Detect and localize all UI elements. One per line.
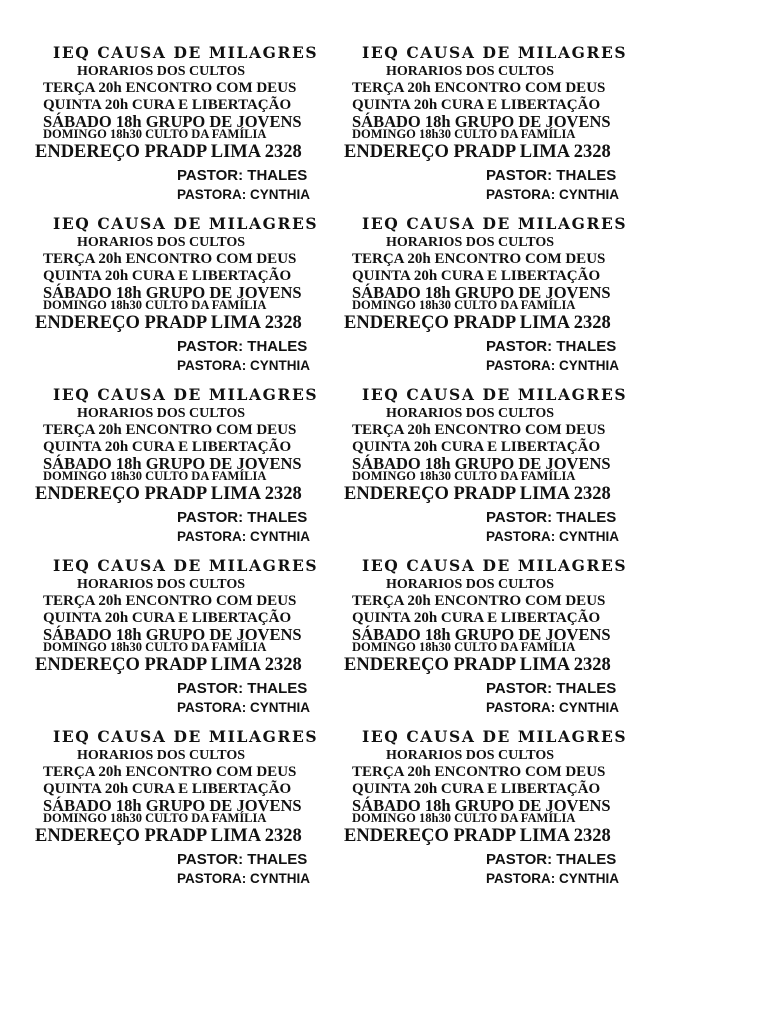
schedule-sunday: DOMINGO 18h30 CULTO DA FAMÍLIA bbox=[352, 640, 576, 654]
church-name: IEQ CAUSA DE MILAGRES bbox=[53, 385, 319, 404]
address: ENDEREÇO PRADP LIMA 2328 bbox=[35, 313, 302, 333]
flyer-card bbox=[344, 387, 674, 552]
pastor-name: PASTOR: THALES bbox=[486, 338, 617, 355]
schedule-title: HORARIOS DOS CULTOS bbox=[77, 406, 246, 421]
pastora-name: PASTORA: CYNTHIA bbox=[177, 187, 311, 202]
schedule-title: HORARIOS DOS CULTOS bbox=[386, 748, 555, 763]
pastor-name: PASTOR: THALES bbox=[486, 851, 617, 868]
schedule-thursday: QUINTA 20h CURA E LIBERTAÇÃO bbox=[352, 268, 601, 284]
schedule-tuesday: TERÇA 20h ENCONTRO COM DEUS bbox=[352, 80, 606, 96]
schedule-title: HORARIOS DOS CULTOS bbox=[77, 577, 246, 592]
schedule-title: HORARIOS DOS CULTOS bbox=[386, 235, 555, 250]
church-name: IEQ CAUSA DE MILAGRES bbox=[362, 385, 628, 404]
schedule-sunday: DOMINGO 18h30 CULTO DA FAMÍLIA bbox=[352, 127, 576, 141]
flyer-card bbox=[35, 387, 365, 552]
address: ENDEREÇO PRADP LIMA 2328 bbox=[35, 142, 302, 162]
schedule-tuesday: TERÇA 20h ENCONTRO COM DEUS bbox=[43, 593, 297, 609]
schedule-title: HORARIOS DOS CULTOS bbox=[77, 748, 246, 763]
schedule-tuesday: TERÇA 20h ENCONTRO COM DEUS bbox=[43, 80, 297, 96]
schedule-sunday: DOMINGO 18h30 CULTO DA FAMÍLIA bbox=[43, 298, 267, 312]
schedule-sunday: DOMINGO 18h30 CULTO DA FAMÍLIA bbox=[43, 640, 267, 654]
schedule-saturday: SÁBADO 18h GRUPO DE JOVENS bbox=[43, 796, 302, 815]
church-name: IEQ CAUSA DE MILAGRES bbox=[362, 214, 628, 233]
pastora-name: PASTORA: CYNTHIA bbox=[177, 700, 311, 715]
schedule-saturday: SÁBADO 18h GRUPO DE JOVENS bbox=[43, 454, 302, 473]
church-name: IEQ CAUSA DE MILAGRES bbox=[362, 727, 628, 746]
church-name: IEQ CAUSA DE MILAGRES bbox=[362, 556, 628, 575]
pastor-name: PASTOR: THALES bbox=[486, 680, 617, 697]
schedule-saturday: SÁBADO 18h GRUPO DE JOVENS bbox=[352, 283, 611, 302]
schedule-saturday: SÁBADO 18h GRUPO DE JOVENS bbox=[352, 796, 611, 815]
church-name: IEQ CAUSA DE MILAGRES bbox=[53, 43, 319, 62]
schedule-tuesday: TERÇA 20h ENCONTRO COM DEUS bbox=[43, 764, 297, 780]
schedule-title: HORARIOS DOS CULTOS bbox=[77, 64, 246, 79]
pastora-name: PASTORA: CYNTHIA bbox=[486, 700, 620, 715]
schedule-saturday: SÁBADO 18h GRUPO DE JOVENS bbox=[43, 112, 302, 131]
pastora-name: PASTORA: CYNTHIA bbox=[177, 358, 311, 373]
schedule-thursday: QUINTA 20h CURA E LIBERTAÇÃO bbox=[352, 439, 601, 455]
schedule-tuesday: TERÇA 20h ENCONTRO COM DEUS bbox=[43, 251, 297, 267]
address: ENDEREÇO PRADP LIMA 2328 bbox=[35, 826, 302, 846]
address: ENDEREÇO PRADP LIMA 2328 bbox=[344, 142, 611, 162]
address: ENDEREÇO PRADP LIMA 2328 bbox=[35, 484, 302, 504]
pastor-name: PASTOR: THALES bbox=[486, 509, 617, 526]
address: ENDEREÇO PRADP LIMA 2328 bbox=[35, 655, 302, 675]
address: ENDEREÇO PRADP LIMA 2328 bbox=[344, 826, 611, 846]
pastora-name: PASTORA: CYNTHIA bbox=[486, 358, 620, 373]
address: ENDEREÇO PRADP LIMA 2328 bbox=[344, 313, 611, 333]
church-name: IEQ CAUSA DE MILAGRES bbox=[53, 556, 319, 575]
pastora-name: PASTORA: CYNTHIA bbox=[486, 187, 620, 202]
flyer-card bbox=[344, 45, 674, 210]
church-name: IEQ CAUSA DE MILAGRES bbox=[53, 727, 319, 746]
pastor-name: PASTOR: THALES bbox=[177, 167, 308, 184]
pastor-name: PASTOR: THALES bbox=[177, 338, 308, 355]
flyer-card bbox=[35, 558, 365, 723]
address: ENDEREÇO PRADP LIMA 2328 bbox=[344, 484, 611, 504]
schedule-saturday: SÁBADO 18h GRUPO DE JOVENS bbox=[43, 625, 302, 644]
schedule-thursday: QUINTA 20h CURA E LIBERTAÇÃO bbox=[352, 97, 601, 113]
schedule-title: HORARIOS DOS CULTOS bbox=[77, 235, 246, 250]
pastora-name: PASTORA: CYNTHIA bbox=[486, 871, 620, 886]
schedule-thursday: QUINTA 20h CURA E LIBERTAÇÃO bbox=[352, 610, 601, 626]
schedule-thursday: QUINTA 20h CURA E LIBERTAÇÃO bbox=[43, 610, 292, 626]
flyer-card bbox=[344, 558, 674, 723]
pastor-name: PASTOR: THALES bbox=[177, 851, 308, 868]
pastor-name: PASTOR: THALES bbox=[177, 509, 308, 526]
schedule-sunday: DOMINGO 18h30 CULTO DA FAMÍLIA bbox=[43, 469, 267, 483]
pastor-name: PASTOR: THALES bbox=[177, 680, 308, 697]
flyer-card bbox=[344, 216, 674, 381]
schedule-tuesday: TERÇA 20h ENCONTRO COM DEUS bbox=[352, 764, 606, 780]
schedule-sunday: DOMINGO 18h30 CULTO DA FAMÍLIA bbox=[352, 811, 576, 825]
schedule-sunday: DOMINGO 18h30 CULTO DA FAMÍLIA bbox=[352, 298, 576, 312]
schedule-thursday: QUINTA 20h CURA E LIBERTAÇÃO bbox=[43, 781, 292, 797]
schedule-title: HORARIOS DOS CULTOS bbox=[386, 406, 555, 421]
pastora-name: PASTORA: CYNTHIA bbox=[177, 529, 311, 544]
flyer-card bbox=[35, 729, 365, 894]
schedule-sunday: DOMINGO 18h30 CULTO DA FAMÍLIA bbox=[352, 469, 576, 483]
pastora-name: PASTORA: CYNTHIA bbox=[486, 529, 620, 544]
schedule-sunday: DOMINGO 18h30 CULTO DA FAMÍLIA bbox=[43, 811, 267, 825]
schedule-saturday: SÁBADO 18h GRUPO DE JOVENS bbox=[352, 454, 611, 473]
schedule-thursday: QUINTA 20h CURA E LIBERTAÇÃO bbox=[352, 781, 601, 797]
church-name: IEQ CAUSA DE MILAGRES bbox=[53, 214, 319, 233]
schedule-title: HORARIOS DOS CULTOS bbox=[386, 64, 555, 79]
schedule-saturday: SÁBADO 18h GRUPO DE JOVENS bbox=[352, 112, 611, 131]
schedule-thursday: QUINTA 20h CURA E LIBERTAÇÃO bbox=[43, 268, 292, 284]
schedule-thursday: QUINTA 20h CURA E LIBERTAÇÃO bbox=[43, 439, 292, 455]
flyer-card bbox=[344, 729, 674, 894]
schedule-title: HORARIOS DOS CULTOS bbox=[386, 577, 555, 592]
schedule-thursday: QUINTA 20h CURA E LIBERTAÇÃO bbox=[43, 97, 292, 113]
church-name: IEQ CAUSA DE MILAGRES bbox=[362, 43, 628, 62]
address: ENDEREÇO PRADP LIMA 2328 bbox=[344, 655, 611, 675]
flyer-card bbox=[35, 216, 365, 381]
schedule-tuesday: TERÇA 20h ENCONTRO COM DEUS bbox=[352, 422, 606, 438]
schedule-saturday: SÁBADO 18h GRUPO DE JOVENS bbox=[43, 283, 302, 302]
pastora-name: PASTORA: CYNTHIA bbox=[177, 871, 311, 886]
schedule-sunday: DOMINGO 18h30 CULTO DA FAMÍLIA bbox=[43, 127, 267, 141]
schedule-tuesday: TERÇA 20h ENCONTRO COM DEUS bbox=[43, 422, 297, 438]
flyer-card bbox=[35, 45, 365, 210]
pastor-name: PASTOR: THALES bbox=[486, 167, 617, 184]
schedule-saturday: SÁBADO 18h GRUPO DE JOVENS bbox=[352, 625, 611, 644]
schedule-tuesday: TERÇA 20h ENCONTRO COM DEUS bbox=[352, 251, 606, 267]
schedule-tuesday: TERÇA 20h ENCONTRO COM DEUS bbox=[352, 593, 606, 609]
